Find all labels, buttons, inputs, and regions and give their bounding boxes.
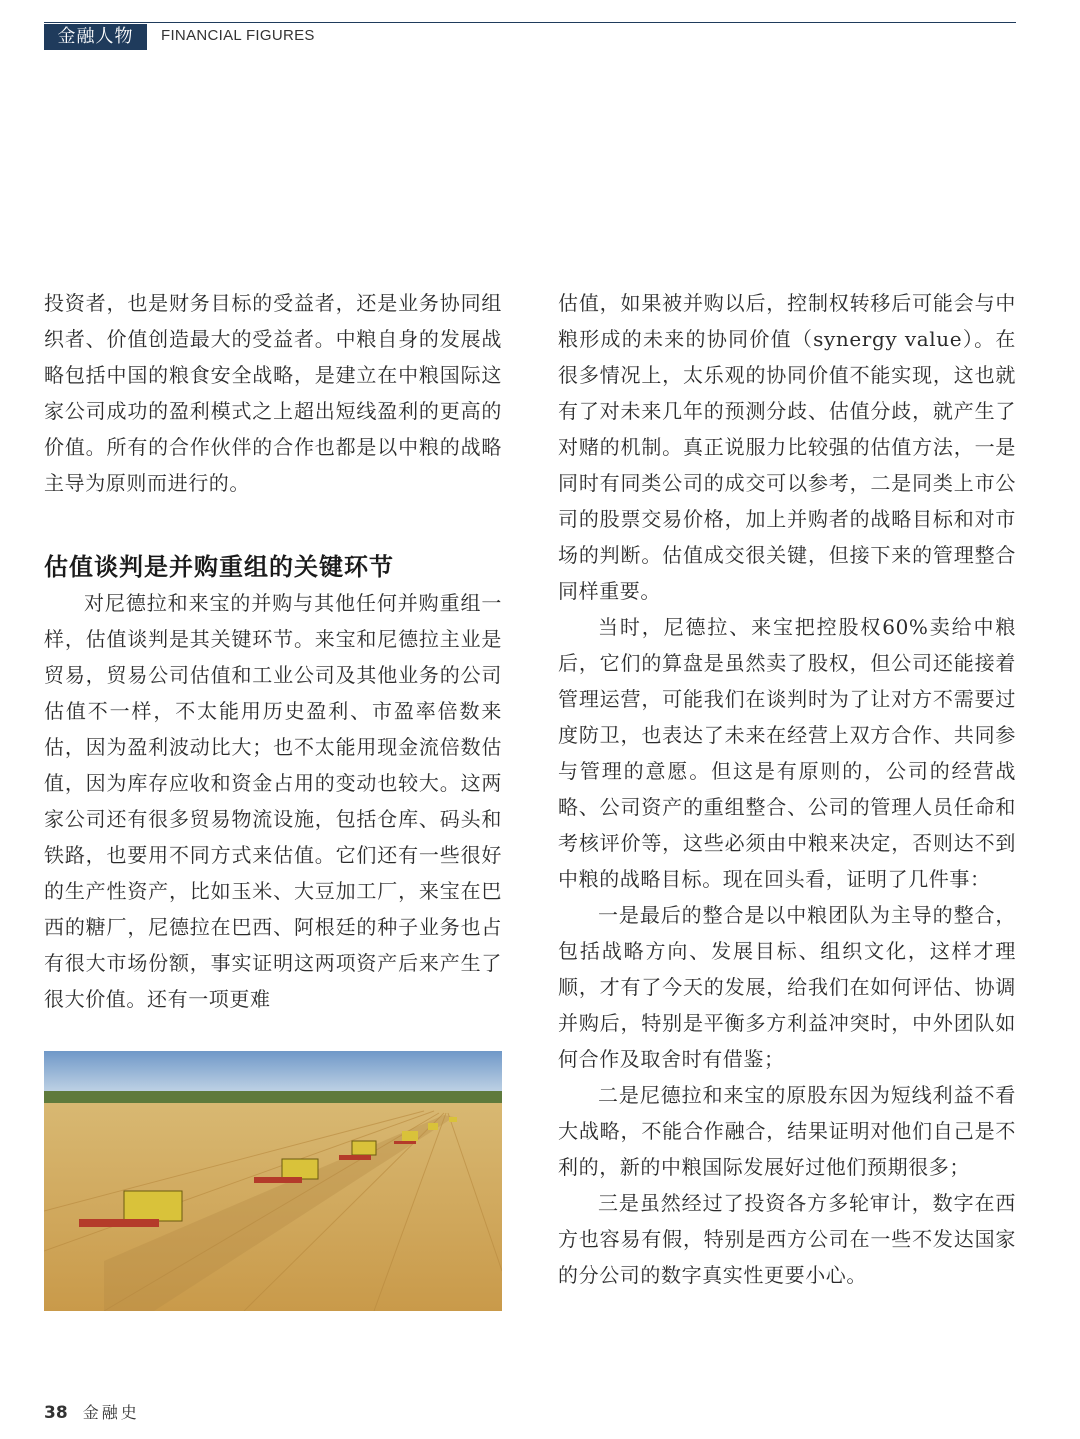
page-footer xyxy=(44,1400,140,1423)
section-tag-english: FINANCIAL FIGURES xyxy=(161,27,315,44)
right-paragraph-4: 二是尼德拉和来宝的原股东因为短线利益不看大战略，不能合作融合，结果证明对他们自己是不利的，新的中粮国际发展好过他们预期很多； xyxy=(558,1083,1016,1179)
section-tag: 金融人物 xyxy=(44,24,147,50)
left-paragraph-2: 对尼德拉和来宝的并购与其他任何并购重组一样，估值谈判是其关键环节。来宝和尼德拉主业是贸易，贸易公司估值和工业公司及其他业务的公司估值不一样，不太能用历史盈利、市盈率倍数来估，因为盈利波动比大；也不太能用现金流倍数估值，因为库存应收和资金占用的变动也较大。这两家公司还有很多贸易物流设施，包括仓库、码头和铁路，也要用不同方式来估值。它们还有一些很好的生产性资产，比如玉米、大豆加工厂，来宝在巴西的糖厂，尼德拉在巴西、阿根廷的种子业务也占有很大市场份额，事实证明这两项资产后来产生了很大价值。还有一项更难 xyxy=(44,591,502,1011)
page-number: 38 xyxy=(44,1403,68,1423)
magazine-name: 金融史 xyxy=(82,1403,140,1422)
right-paragraph-2: 当时，尼德拉、来宝把控股权60%卖给中粮后，它们的算盘是虽然卖了股权，但公司还能接着管理运营，可能我们在谈判时为了让对方不需要过度防卫，也表达了未来在经营上双方合作、共同参与管理的意愿。但这是有原则的，公司的经营战略、公司资产的重组整合、公司的管理人员任命和考核评价等，这些必须由中粮来决定，否则达不到中粮的战略目标。现在回头看，证明了几件事： xyxy=(558,615,1016,891)
right-paragraph-3: 一是最后的整合是以中粮团队为主导的整合，包括战略方向、发展目标、组织文化，这样才理顺，才有了今天的发展，给我们在如何评估、协调并购后，特别是平衡多方利益冲突时，中外团队如何合作及取舍时有借鉴； xyxy=(558,903,1016,1071)
page-header xyxy=(44,22,1016,51)
right-paragraph-1: 估值，如果被并购以后，控制权转移后可能会与中粮形成的未来的协同价值（synergy value）。在很多情况上，太乐观的协同价值不能实现，这也就有了对未来几年的预测分歧、估值分歧，就产生了对赌的机制。真正说服力比较强的估值方法，一是同时有同类公司的成交可以参考，二是同类上市公司的股票交易价格，加上并购者的战略目标和对市场的判断。估值成交很关键，但接下来的管理整合同样重要。 xyxy=(558,291,1016,603)
section-heading: 估值谈判是并购重组的关键环节 xyxy=(44,553,394,581)
right-column xyxy=(558,285,1016,1293)
harvest-photo xyxy=(44,1051,502,1311)
left-column xyxy=(44,285,502,1017)
left-paragraph-1: 投资者，也是财务目标的受益者，还是业务协同组织者、价值创造最大的受益者。中粮自身的发展战略包括中国的粮食安全战略，是建立在中粮国际这家公司成功的盈利模式之上超出短线盈利的更高的价值。所有的合作伙伴的合作也都是以中粮的战略主导为原则而进行的。 xyxy=(44,291,502,495)
right-paragraph-5: 三是虽然经过了投资各方多轮审计，数字在西方也容易有假，特别是西方公司在一些不发达国家的分公司的数字真实性更要小心。 xyxy=(558,1191,1016,1287)
